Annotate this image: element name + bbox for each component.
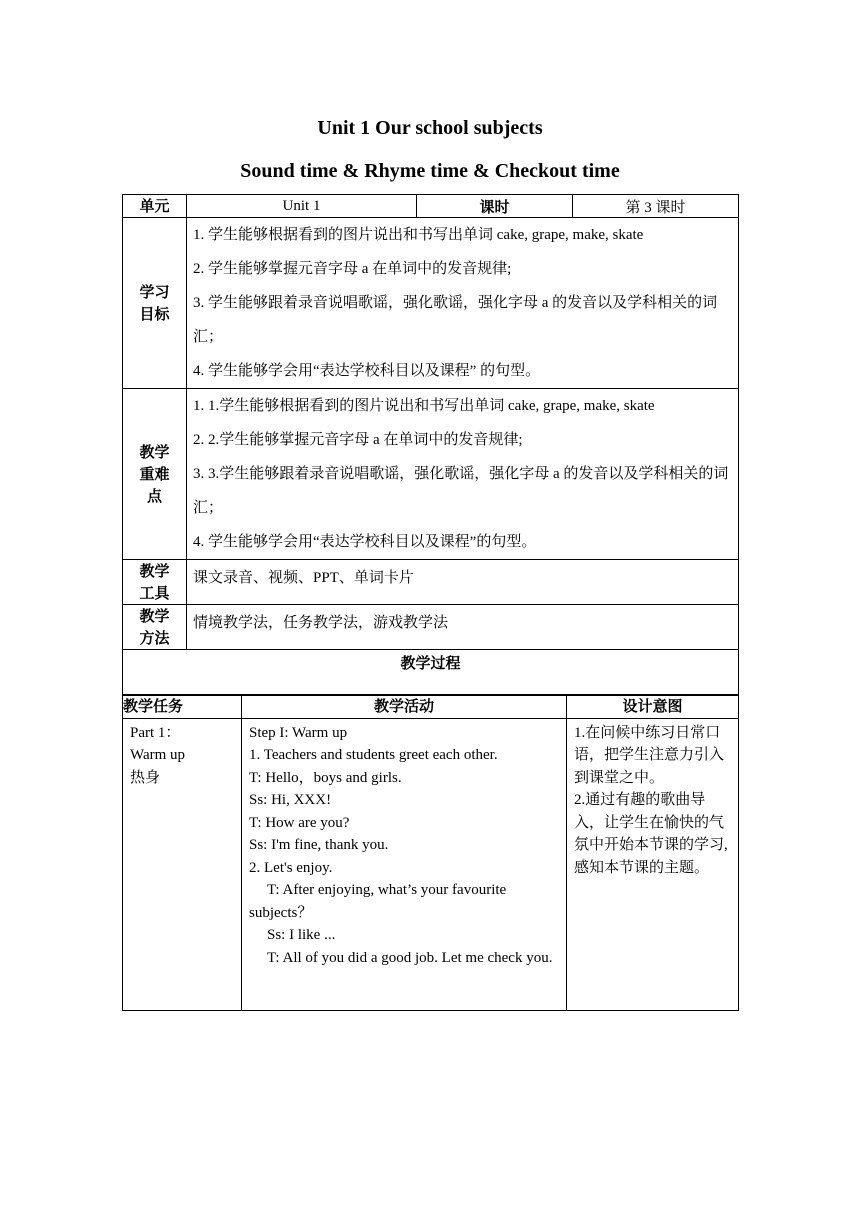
activity-line: Ss: Hi, XXX! [249, 792, 332, 808]
unit-value: Unit 1 [187, 195, 417, 218]
activity-line: Step I: Warm up [249, 724, 348, 741]
unit-label: 单元 [123, 195, 187, 218]
activity-cell [242, 718, 567, 1010]
methods-label [123, 605, 187, 650]
activity-line: 1. Teachers and students greet each other. [249, 747, 498, 763]
keypoint-item: 1. 1.学生能够根据看到的图片说出和书写出单词 cake, grape, make, skate [193, 398, 655, 414]
objective-item: 4. 学生能够学会用“表达学校科目以及课程” 的句型。 [193, 363, 541, 379]
activity-line: Ss: I'm fine, thank you. [249, 837, 389, 853]
activity-line [249, 947, 559, 970]
period-value: 第 3 课时 [573, 195, 739, 218]
tools-label [123, 560, 187, 605]
activity-line: Ss: I like ... [267, 927, 336, 943]
document-title: Unit 1 Our school subjects [317, 117, 543, 139]
intent-cell [567, 718, 739, 1010]
task-line: 热身 [130, 769, 161, 786]
header-intent: 设计意图 [567, 695, 739, 719]
keypoints-label-line: 教学 [139, 443, 170, 461]
intent-item: 2.通过有趣的歌曲导入，让学生在愉快的气氛中开始本节课的学习,感知本节课的主题。 [574, 792, 728, 876]
header-task: 教学任务 [123, 695, 242, 719]
keypoint-item: 4. 学生能够学会用“表达学校科目以及课程”的句型。 [193, 534, 537, 550]
activity-line: T: How are you? [249, 814, 350, 831]
tools-label-line: 工具 [139, 584, 170, 602]
process-heading: 教学过程 [123, 650, 739, 696]
process-table [122, 694, 739, 1011]
activity-line-text: T: All of you did a good job. Let me check you. [267, 949, 553, 966]
objective-item: 1. 学生能够根据看到的图片说出和书写出单词 cake, grape, make, skate [193, 227, 644, 243]
methods-label-line: 方法 [139, 629, 170, 647]
objective-item: 3. 学生能够跟着录音说唱歌谣，强化歌谣，强化字母 a 的发音以及学科相关的词汇； [193, 295, 718, 345]
keypoints-label-line: 重难 [139, 465, 170, 483]
tools-label-line: 教学 [139, 562, 170, 580]
methods-content: 情境教学法，任务教学法，游戏教学法 [187, 605, 739, 650]
keypoint-item: 3. 3.学生能够跟着录音说唱歌谣，强化歌谣，强化字母 a 的发音以及学科相关的词汇； [193, 466, 729, 516]
objectives-label [123, 218, 187, 389]
intent-item: 1.在问候中练习日常口语，把学生注意力引入到课堂之中。 [574, 724, 725, 786]
tools-content: 课文录音、视频、PPT、单词卡片 [187, 560, 739, 605]
activity-line: 2. Let's enjoy. [249, 859, 333, 876]
activity-line [249, 879, 559, 924]
objectives-label-line: 学习 [139, 283, 170, 301]
header-activity: 教学活动 [242, 695, 567, 719]
period-label: 课时 [417, 195, 573, 218]
keypoints-label-line: 点 [146, 487, 162, 505]
document-subtitle: Sound time & Rhyme time & Checkout time [240, 160, 620, 182]
task-line: Part 1： [130, 724, 181, 741]
keypoint-item: 2. 2.学生能够掌握元音字母 a 在单词中的发音规律; [193, 432, 523, 448]
objective-item: 2. 学生能够掌握元音字母 a 在单词中的发音规律; [193, 261, 512, 277]
objectives-content [187, 218, 739, 389]
methods-label-line: 教学 [139, 607, 170, 625]
keypoints-label [123, 389, 187, 560]
keypoints-content [187, 389, 739, 560]
activity-line-text: T: After enjoying, what’s your favourite subjects？ [249, 882, 507, 921]
lesson-info-table [122, 194, 739, 696]
task-line: Warm up [130, 747, 186, 763]
objectives-label-line: 目标 [139, 305, 170, 323]
activity-line: T: Hello，boys and girls. [249, 769, 402, 786]
task-cell [123, 718, 242, 1010]
